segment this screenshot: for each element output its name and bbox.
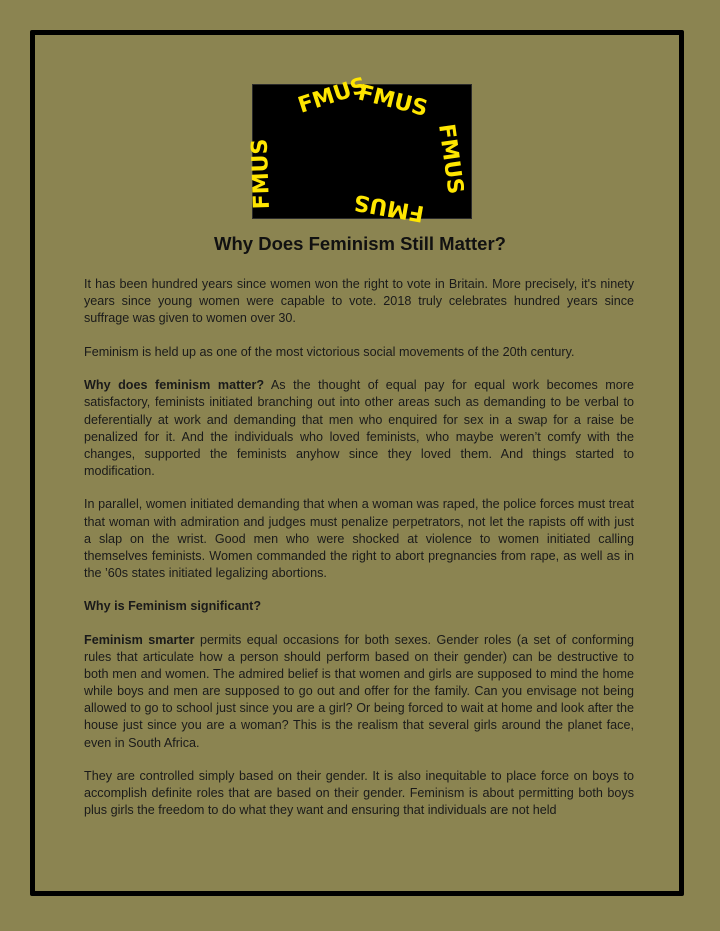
- page-title: Why Does Feminism Still Matter?: [214, 233, 506, 254]
- paragraph-3-lead: Why does feminism matter?: [84, 378, 265, 393]
- fmus-logo: [247, 73, 472, 226]
- logo-word-left: FMUS: [247, 138, 275, 210]
- logo-word-bottom: FMUS: [352, 188, 427, 226]
- subheading: [84, 598, 634, 615]
- logo-word-top: FMUS: [295, 73, 371, 119]
- paragraph-5: [84, 632, 634, 752]
- paragraph-4: In parallel, women initiated demanding that when a woman was raped, the police forces must treat that woman with admiration and judges must penalize perpetrators, not let the rapists off with just a slap on the wrist. Good men who were shocked at violence to women initiated calling themselves feminists. Women commanded the right to abort pregnancies from rape, as well as in the ’60s states initiated legalizing abortions.: [84, 497, 634, 580]
- subheading-text: Why is Feminism significant?: [84, 599, 262, 614]
- paragraph-5-body: permits equal occasions for both sexes. Gender roles (a set of conforming rules that articulate how a person should perform based on their gender) can be destructive to both men and women. The admired belief is that women and girls are supposed to mind the home while boys and men are supposed to go out and offer for the family. Can you envisage not being allowed to go to school just since you are a girl? Or being forced to wait at home and look after the house just since you are a woman? This is the realism that several girls around the planet face, even in South Africa.: [84, 633, 635, 750]
- paragraph-3-body: As the thought of equal pay for equal work becomes more satisfactory, feminists initiated branching out into other areas such as demanding to be verbal to deferentially at work and demanding that men who enquired for sex in a swap for a raise be penalized for it. And the individuals who loved feminists, who maybe weren’t comfy with the changes, supported the feminists anyhow since they loved them. And things started to modification.: [84, 378, 634, 478]
- paragraph-5-lead: Feminism smarter: [84, 633, 195, 647]
- paragraph-2: Feminism is held up as one of the most victorious social movements of the 20th century.: [84, 344, 575, 359]
- paragraph-1: It has been hundred years since women won the right to vote in Britain. More precisely, it's ninety years since young women were capable to vote. 2018 truly celebrates hundred years since suffrage was given to women over 30.: [84, 277, 634, 326]
- paragraph-6: They are controlled simply based on their gender. It is also inequitable to place force on boys to accomplish definite roles that are based on their gender. Feminism is about permitting both boys plus girls the freedom to do what they want and ensuring that individuals are not held: [84, 769, 634, 818]
- article-body: [84, 276, 634, 836]
- logo-word-top-right: FMUS: [355, 80, 431, 122]
- fmus-logo-graphic: [247, 73, 471, 226]
- logo-word-right: FMUS: [433, 122, 468, 196]
- paragraph-3: [84, 377, 634, 480]
